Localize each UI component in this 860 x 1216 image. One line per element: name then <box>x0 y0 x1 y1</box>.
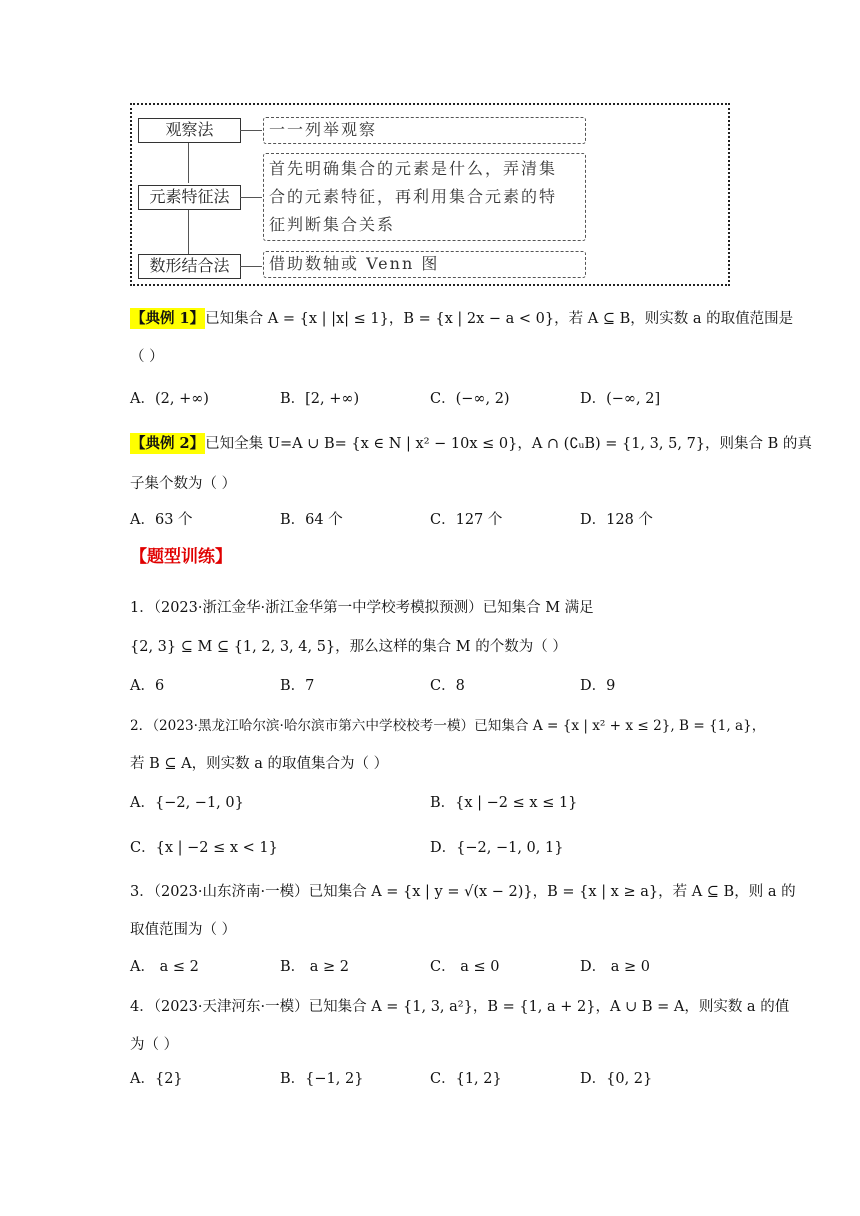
example1-option-b: B．[2, +∞) <box>280 391 360 407</box>
example2-text: 已知全集 U=A ∪ B= {x ∈ N | x² − 10x ≤ 0}，A ∩ (∁ᵤB) = {1, 3, 5, 7}，则集合 B 的真 <box>205 436 812 452</box>
q4-option-a: A．{2} <box>130 1071 183 1087</box>
q4-option-d: D．{0, 2} <box>580 1071 653 1087</box>
q3-option-b: B． a ≥ 2 <box>280 959 350 975</box>
q4-option-c: C．{1, 2} <box>430 1071 502 1087</box>
method-element-feature: 元素特征法 <box>138 185 241 210</box>
example2-line2: 子集个数为（ ） <box>130 476 237 492</box>
q3-option-d: D． a ≥ 0 <box>580 959 650 975</box>
method-element-feature-desc <box>263 153 586 241</box>
q2-option-c: C．{x | −2 ≤ x < 1} <box>130 840 278 856</box>
example1-option-d: D．(−∞, 2] <box>580 391 661 407</box>
q1-option-a: A．6 <box>130 678 165 694</box>
desc-line: 借助数轴或 Venn 图 <box>269 254 440 273</box>
q1-line1: 1．（2023·浙江金华·浙江金华第一中学校考模拟预测）已知集合 M 满足 <box>130 600 594 616</box>
q1-option-b: B．7 <box>280 678 315 694</box>
q3-option-c: C． a ≤ 0 <box>430 959 500 975</box>
connector-line <box>240 197 262 198</box>
example2-line1 <box>130 432 812 453</box>
connector-line <box>240 130 262 131</box>
q3-line2: 取值范围为（ ） <box>130 922 237 938</box>
q3-line1: 3．（2023·山东济南·一模）已知集合 A = {x | y = √(x − 2)}，B = {x | x ≥ a}，若 A ⊆ B，则 a 的 <box>130 884 796 900</box>
q1-option-c: C．8 <box>430 678 465 694</box>
desc-line: 首先明确集合的元素是什么，弄清集 <box>269 159 558 178</box>
desc-line: 合的元素特征，再利用集合元素的特 <box>269 187 558 206</box>
q3-option-a: A． a ≤ 2 <box>130 959 199 975</box>
example1-option-a: A．(2, +∞) <box>130 391 209 407</box>
desc-line: 征判断集合关系 <box>269 215 396 234</box>
connector-line <box>188 141 189 183</box>
section-title: 【题型训练】 <box>130 547 232 567</box>
method-observe: 观察法 <box>138 118 241 143</box>
example1-option-c: C．(−∞, 2) <box>430 391 510 407</box>
q1-line2: {2, 3} ⊆ M ⊆ {1, 2, 3, 4, 5}，那么这样的集合 M 的个数为（ ） <box>130 639 567 655</box>
example2-option-a: A．63 个 <box>130 512 193 528</box>
example2-tag: 【典例 2】 <box>131 435 205 452</box>
example2-option-c: C．127 个 <box>430 512 503 528</box>
q1-option-d: D．9 <box>580 678 616 694</box>
q4-line2: 为（ ） <box>130 1037 179 1053</box>
q2-option-b: B．{x | −2 ≤ x ≤ 1} <box>430 795 578 811</box>
method-observe-desc <box>263 117 586 144</box>
example2-option-d: D．128 个 <box>580 512 653 528</box>
method-number-shape-desc <box>263 251 586 278</box>
connector-line <box>188 209 189 254</box>
q2-line1: 2．（2023·黑龙江哈尔滨·哈尔滨市第六中学校校考一模）已知集合 A = {x | x² + x ≤ 2}, B = {1, a}， <box>130 718 766 734</box>
example1-text: 已知集合 A = {x | |x| ≤ 1}，B = {x | 2x − a < 0}，若 A ⊆ B，则实数 a 的取值范围是 <box>205 311 794 327</box>
example1-tag: 【典例 1】 <box>131 310 205 327</box>
method-number-shape: 数形结合法 <box>138 254 241 279</box>
q4-option-b: B．{−1, 2} <box>280 1071 364 1087</box>
example2-option-b: B．64 个 <box>280 512 343 528</box>
q2-line2: 若 B ⊆ A，则实数 a 的取值集合为（ ） <box>130 756 389 772</box>
example1-line2: （ ） <box>130 349 164 365</box>
q2-option-d: D．{−2, −1, 0, 1} <box>430 840 564 856</box>
q4-line1: 4．（2023·天津河东·一模）已知集合 A = {1, 3, a²}，B = {1, a + 2}，A ∪ B = A，则实数 a 的值 <box>130 999 790 1015</box>
example1-line1 <box>130 307 793 328</box>
q2-option-a: A．{−2, −1, 0} <box>130 795 244 811</box>
desc-line: 一一列举观察 <box>269 120 378 139</box>
connector-line <box>240 266 262 267</box>
